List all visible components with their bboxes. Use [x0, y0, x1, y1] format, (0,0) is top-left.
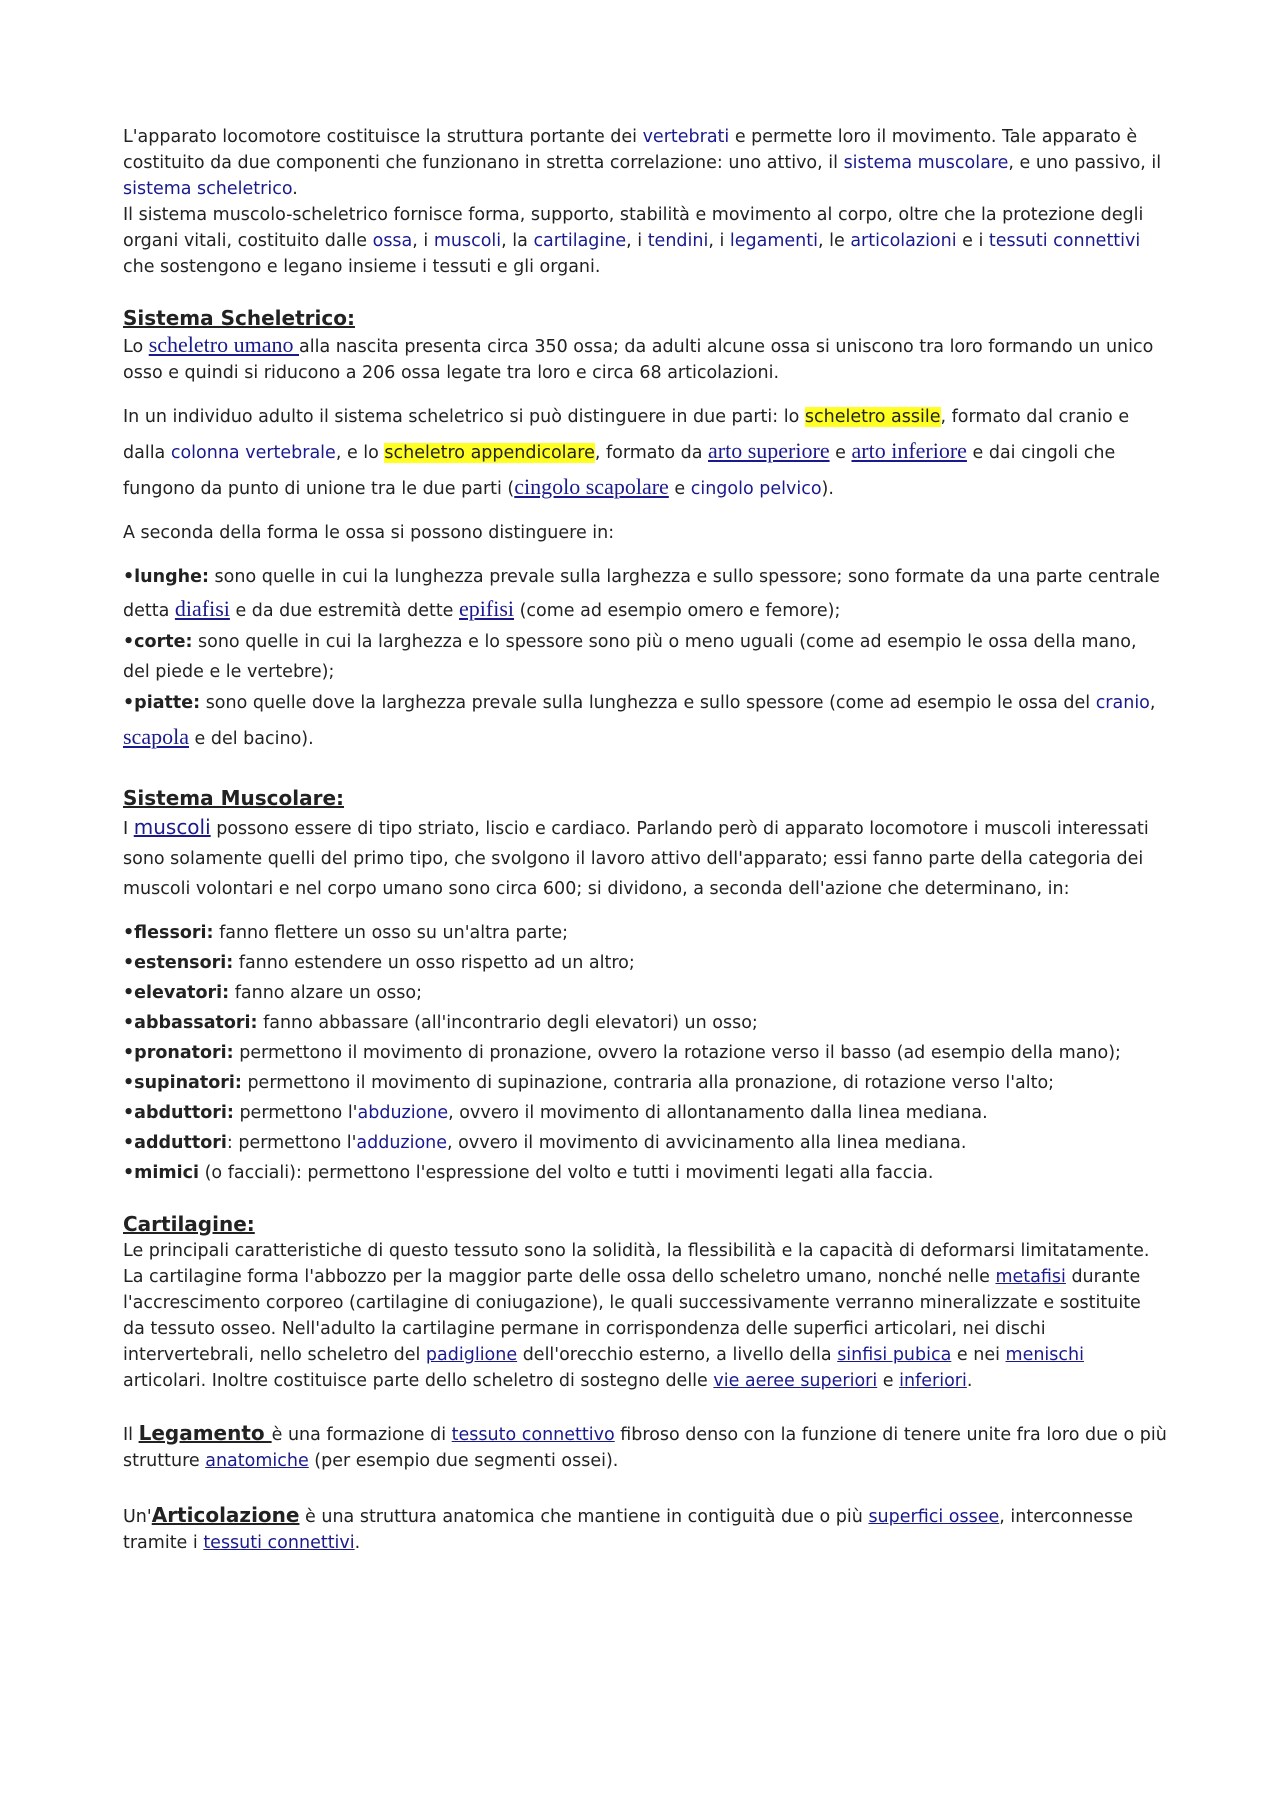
highlight-scheletro-appendicolare: scheletro appendicolare	[384, 443, 595, 463]
bullet-lunghe: •lunghe:	[123, 567, 209, 587]
list-item: •abduttori: permettono l'abduzione, ovvero il movimento di allontanamento dalla linea mediana.	[123, 1103, 988, 1123]
document-body	[123, 124, 1168, 1556]
muscolare-paragraph: I muscoli possono essere di tipo striato, liscio e cardiaco. Parlando però di apparato locomotore i muscoli interessati sono solamente quelli del primo tipo, che svolgono il lavoro attivo dell'apparato; essi fanno parte della categoria dei muscoli volontari e nel corpo umano sono circa 600; si dividono, a seconda dell'azione che determinano, in:	[123, 815, 1149, 899]
scheletrico-paragraph-2: In un individuo adulto il sistema scheletrico si può distinguere in due parti: lo scheletro assile, formato dal cranio e dalla colonna vertebrale, e lo scheletro appendicolare, formato da arto superiore e arto inferiore e dai cingoli che fungono da punto di unione tra le due parti (cingolo scapolare e cingolo pelvico).	[123, 407, 1130, 499]
link-cartilagine[interactable]: cartilagine	[533, 231, 627, 251]
link-vie-aeree-superiori[interactable]: vie aeree superiori	[713, 1371, 878, 1391]
bone-type-piatte: •piatte: sono quelle dove la larghezza prevale sulla lunghezza e sullo spessore (come ad esempio le ossa del cranio, scapola e del bacino).	[123, 693, 1156, 749]
link-superfici-ossee[interactable]: superfici ossee	[868, 1507, 1000, 1527]
list-item: •elevatori: fanno alzare un osso;	[123, 983, 422, 1003]
scheletrico-paragraph-1: Lo scheletro umano alla nascita presenta circa 350 ossa; da adulti alcune ossa si uniscono tra loro formando un unico osso e quindi si riducono a 206 ossa legate tra loro e circa 68 articolazioni.	[123, 332, 1154, 383]
highlight-scheletro-assile: scheletro assile	[804, 407, 941, 427]
link-menischi[interactable]: menischi	[1005, 1345, 1084, 1365]
link-cingolo-scapolare[interactable]: cingolo scapolare	[514, 474, 669, 499]
link-abduzione[interactable]: abduzione	[357, 1103, 449, 1123]
link-tessuto-connettivo[interactable]: tessuto connettivo	[451, 1425, 615, 1445]
link-inferiori[interactable]: inferiori	[899, 1371, 967, 1391]
term-legamento: Legamento	[138, 1421, 272, 1445]
legamento-paragraph: Il Legamento è una formazione di tessuto connettivo fibroso denso con la funzione di tenere unite fra loro due o più strutture anatomiche (per esempio due segmenti ossei).	[123, 1421, 1167, 1471]
link-arto-inferiore[interactable]: arto inferiore	[851, 438, 967, 463]
bone-type-lunghe: •lunghe: sono quelle in cui la lunghezza prevale sulla larghezza e sullo spessore; sono formate da una parte centrale detta diafisi e da due estremità dette epifisi (come ad esempio omero e femore);	[123, 567, 1160, 621]
intro-paragraph: L'apparato locomotore costituisce la struttura portante dei vertebrati e permette loro il movimento. Tale apparato è costituito da due componenti che funzionano in stretta correlazione: uno attivo, il sistema muscolare, e uno passivo, il sistema scheletrico.	[123, 127, 1162, 199]
link-cingolo-pelvico[interactable]: cingolo pelvico	[690, 479, 822, 499]
link-sinfisi-pubica[interactable]: sinfisi pubica	[837, 1345, 952, 1365]
link-scapola[interactable]: scapola	[123, 724, 189, 749]
link-colonna-vertebrale[interactable]: colonna vertebrale	[170, 443, 336, 463]
bone-type-corte: •corte: sono quelle in cui la larghezza e lo spessore sono più o meno uguali (come ad esempio le ossa della mano, del piede e le vertebre);	[123, 632, 1137, 682]
list-item: •estensori: fanno estendere un osso rispetto ad un altro;	[123, 953, 635, 973]
link-legamenti[interactable]: legamenti	[729, 231, 818, 251]
list-item: •flessori: fanno flettere un osso su un'altra parte;	[123, 923, 569, 943]
link-tessuti-connettivi-2[interactable]: tessuti connettivi	[203, 1533, 355, 1553]
link-tendini[interactable]: tendini	[647, 231, 709, 251]
term-articolazione: Articolazione	[151, 1503, 300, 1527]
list-item: •abbassatori: fanno abbassare (all'incontrario degli elevatori) un osso;	[123, 1013, 758, 1033]
link-epifisi[interactable]: epifisi	[459, 596, 515, 621]
link-ossa[interactable]: ossa	[372, 231, 413, 251]
articolazione-paragraph: Un'Articolazione è una struttura anatomica che mantiene in contiguità due o più superfici ossee, interconnesse tramite i tessuti connettivi.	[123, 1503, 1134, 1553]
link-sistema-scheletrico[interactable]: sistema scheletrico	[123, 179, 293, 199]
link-scheletro-umano[interactable]: scheletro umano	[148, 332, 300, 357]
link-cranio[interactable]: cranio	[1095, 693, 1150, 713]
cartilagine-paragraph: Le principali caratteristiche di questo tessuto sono la solidità, la flessibilità e la capacità di deformarsi limitatamente. La cartilagine forma l'abbozzo per la maggior parte delle ossa dello scheletro umano, nonché nelle metafisi durante l'accrescimento corporeo (cartilagine di coniugazione), le quali successivamente verranno mineralizzate e sostituite da tessuto osseo. Nell'adulto la cartilagine permane in corrispondenza delle superfici articolari, nei dischi intervertebrali, nello scheletro del padiglione dell'orecchio esterno, a livello della sinfisi pubica e nei menischi articolari. Inoltre costituisce parte dello scheletro di sostegno delle vie aeree superiori e inferiori.	[123, 1241, 1150, 1391]
list-item: •supinatori: permettono il movimento di supinazione, contraria alla pronazione, di rotazione verso l'alto;	[123, 1073, 1055, 1093]
link-muscoli[interactable]: muscoli	[433, 231, 502, 251]
heading-sistema-muscolare: Sistema Muscolare:	[123, 786, 345, 810]
link-arto-superiore[interactable]: arto superiore	[708, 438, 830, 463]
intro-paragraph-2: Il sistema muscolo-scheletrico fornisce forma, supporto, stabilità e movimento al corpo, oltre che la protezione degli organi vitali, costituito dalle ossa, i muscoli, la cartilagine, i tendini, i legamenti, le articolazioni e i tessuti connettivi che sostengono e legano insieme i tessuti e gli organi.	[123, 205, 1144, 277]
heading-sistema-scheletrico: Sistema Scheletrico:	[123, 306, 355, 330]
link-anatomiche[interactable]: anatomiche	[205, 1451, 309, 1471]
link-diafisi[interactable]: diafisi	[174, 596, 230, 621]
link-tessuti-connettivi[interactable]: tessuti connettivi	[988, 231, 1141, 251]
list-item: •adduttori: permettono l'adduzione, ovvero il movimento di avvicinamento alla linea mediana.	[123, 1133, 967, 1153]
link-muscoli-2[interactable]: muscoli	[133, 815, 211, 839]
link-adduzione[interactable]: adduzione	[356, 1133, 448, 1153]
link-padiglione[interactable]: padiglione	[425, 1345, 518, 1365]
link-sistema-muscolare[interactable]: sistema muscolare	[843, 153, 1009, 173]
muscle-types-list	[123, 918, 1168, 1188]
scheletrico-paragraph-3: A seconda della forma le ossa si possono distinguere in:	[123, 523, 615, 543]
list-item: •mimici (o facciali): permettono l'espressione del volto e tutti i movimenti legati alla faccia.	[123, 1163, 934, 1183]
heading-cartilagine: Cartilagine:	[123, 1212, 255, 1236]
link-vertebrati[interactable]: vertebrati	[642, 127, 730, 147]
link-articolazioni[interactable]: articolazioni	[850, 231, 957, 251]
bullet-piatte: •piatte:	[123, 693, 201, 713]
link-metafisi[interactable]: metafisi	[995, 1267, 1066, 1287]
list-item: •pronatori: permettono il movimento di pronazione, ovvero la rotazione verso il basso (ad esempio della mano);	[123, 1043, 1121, 1063]
bullet-corte: •corte:	[123, 632, 193, 652]
